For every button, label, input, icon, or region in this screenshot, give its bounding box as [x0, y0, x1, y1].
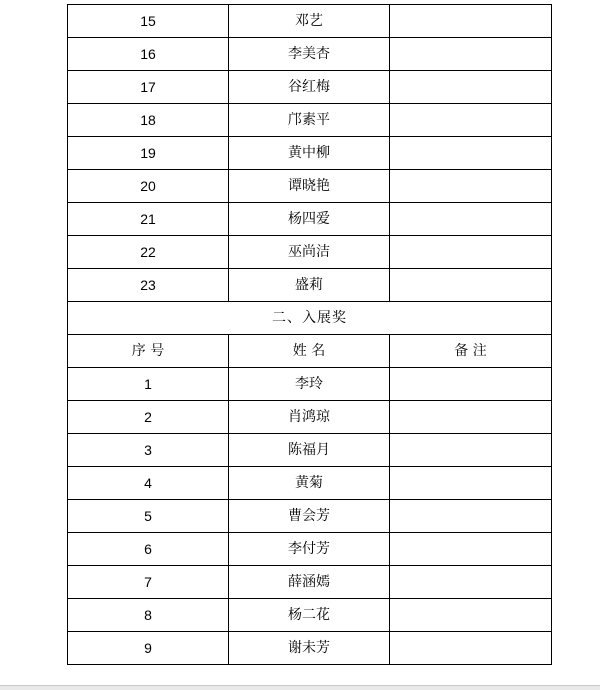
award-table-top-rows — [68, 5, 552, 302]
row-number: 8 — [68, 599, 229, 632]
row-number: 16 — [68, 38, 229, 71]
award-table — [67, 4, 552, 665]
row-remark — [390, 533, 552, 566]
table-row — [68, 203, 552, 236]
row-name: 谷红梅 — [229, 71, 390, 104]
table-row — [68, 599, 552, 632]
table-row — [68, 236, 552, 269]
row-name: 薛涵嫣 — [229, 566, 390, 599]
row-number: 5 — [68, 500, 229, 533]
row-name: 李美杏 — [229, 38, 390, 71]
row-name: 杨四爱 — [229, 203, 390, 236]
row-number: 18 — [68, 104, 229, 137]
row-name: 李付芳 — [229, 533, 390, 566]
row-remark — [390, 434, 552, 467]
table-row — [68, 401, 552, 434]
row-name: 曹会芳 — [229, 500, 390, 533]
section-title-row — [68, 302, 552, 335]
row-number: 4 — [68, 467, 229, 500]
row-remark — [390, 203, 552, 236]
row-remark — [390, 71, 552, 104]
row-name: 谢未芳 — [229, 632, 390, 665]
row-number: 9 — [68, 632, 229, 665]
row-remark — [390, 269, 552, 302]
table-row — [68, 566, 552, 599]
row-remark — [390, 632, 552, 665]
section-title: 二、入展奖 — [68, 302, 552, 335]
row-remark — [390, 137, 552, 170]
table-row — [68, 104, 552, 137]
award-table-bottom-rows — [68, 368, 552, 665]
row-name: 杨二花 — [229, 599, 390, 632]
row-remark — [390, 5, 552, 38]
row-number: 20 — [68, 170, 229, 203]
table-row — [68, 434, 552, 467]
row-number: 17 — [68, 71, 229, 104]
row-number: 7 — [68, 566, 229, 599]
row-number: 22 — [68, 236, 229, 269]
row-name: 肖鸿琼 — [229, 401, 390, 434]
row-number: 2 — [68, 401, 229, 434]
row-remark — [390, 236, 552, 269]
table-row — [68, 38, 552, 71]
row-name: 黄菊 — [229, 467, 390, 500]
row-remark — [390, 401, 552, 434]
row-remark — [390, 38, 552, 71]
table-row — [68, 467, 552, 500]
row-remark — [390, 500, 552, 533]
table-header-row — [68, 335, 552, 368]
row-number: 19 — [68, 137, 229, 170]
row-name: 黄中柳 — [229, 137, 390, 170]
page-bottom-edge — [0, 685, 600, 690]
row-number: 1 — [68, 368, 229, 401]
row-name: 谭晓艳 — [229, 170, 390, 203]
header-remark: 备 注 — [390, 335, 552, 368]
table-row — [68, 170, 552, 203]
row-name: 邓艺 — [229, 5, 390, 38]
table-row — [68, 533, 552, 566]
row-number: 23 — [68, 269, 229, 302]
table-row — [68, 500, 552, 533]
row-remark — [390, 104, 552, 137]
row-remark — [390, 599, 552, 632]
row-number: 15 — [68, 5, 229, 38]
row-remark — [390, 170, 552, 203]
header-name: 姓 名 — [229, 335, 390, 368]
row-name: 巫尚洁 — [229, 236, 390, 269]
row-name: 盛莉 — [229, 269, 390, 302]
row-remark — [390, 566, 552, 599]
table-row — [68, 269, 552, 302]
table-row — [68, 5, 552, 38]
table-row — [68, 368, 552, 401]
row-name: 邝素平 — [229, 104, 390, 137]
table-row — [68, 137, 552, 170]
row-name: 陈福月 — [229, 434, 390, 467]
row-remark — [390, 467, 552, 500]
row-remark — [390, 368, 552, 401]
header-number: 序 号 — [68, 335, 229, 368]
row-number: 6 — [68, 533, 229, 566]
row-number: 21 — [68, 203, 229, 236]
table-row — [68, 632, 552, 665]
section-row-group — [68, 302, 552, 368]
row-number: 3 — [68, 434, 229, 467]
table-row — [68, 71, 552, 104]
row-name: 李玲 — [229, 368, 390, 401]
